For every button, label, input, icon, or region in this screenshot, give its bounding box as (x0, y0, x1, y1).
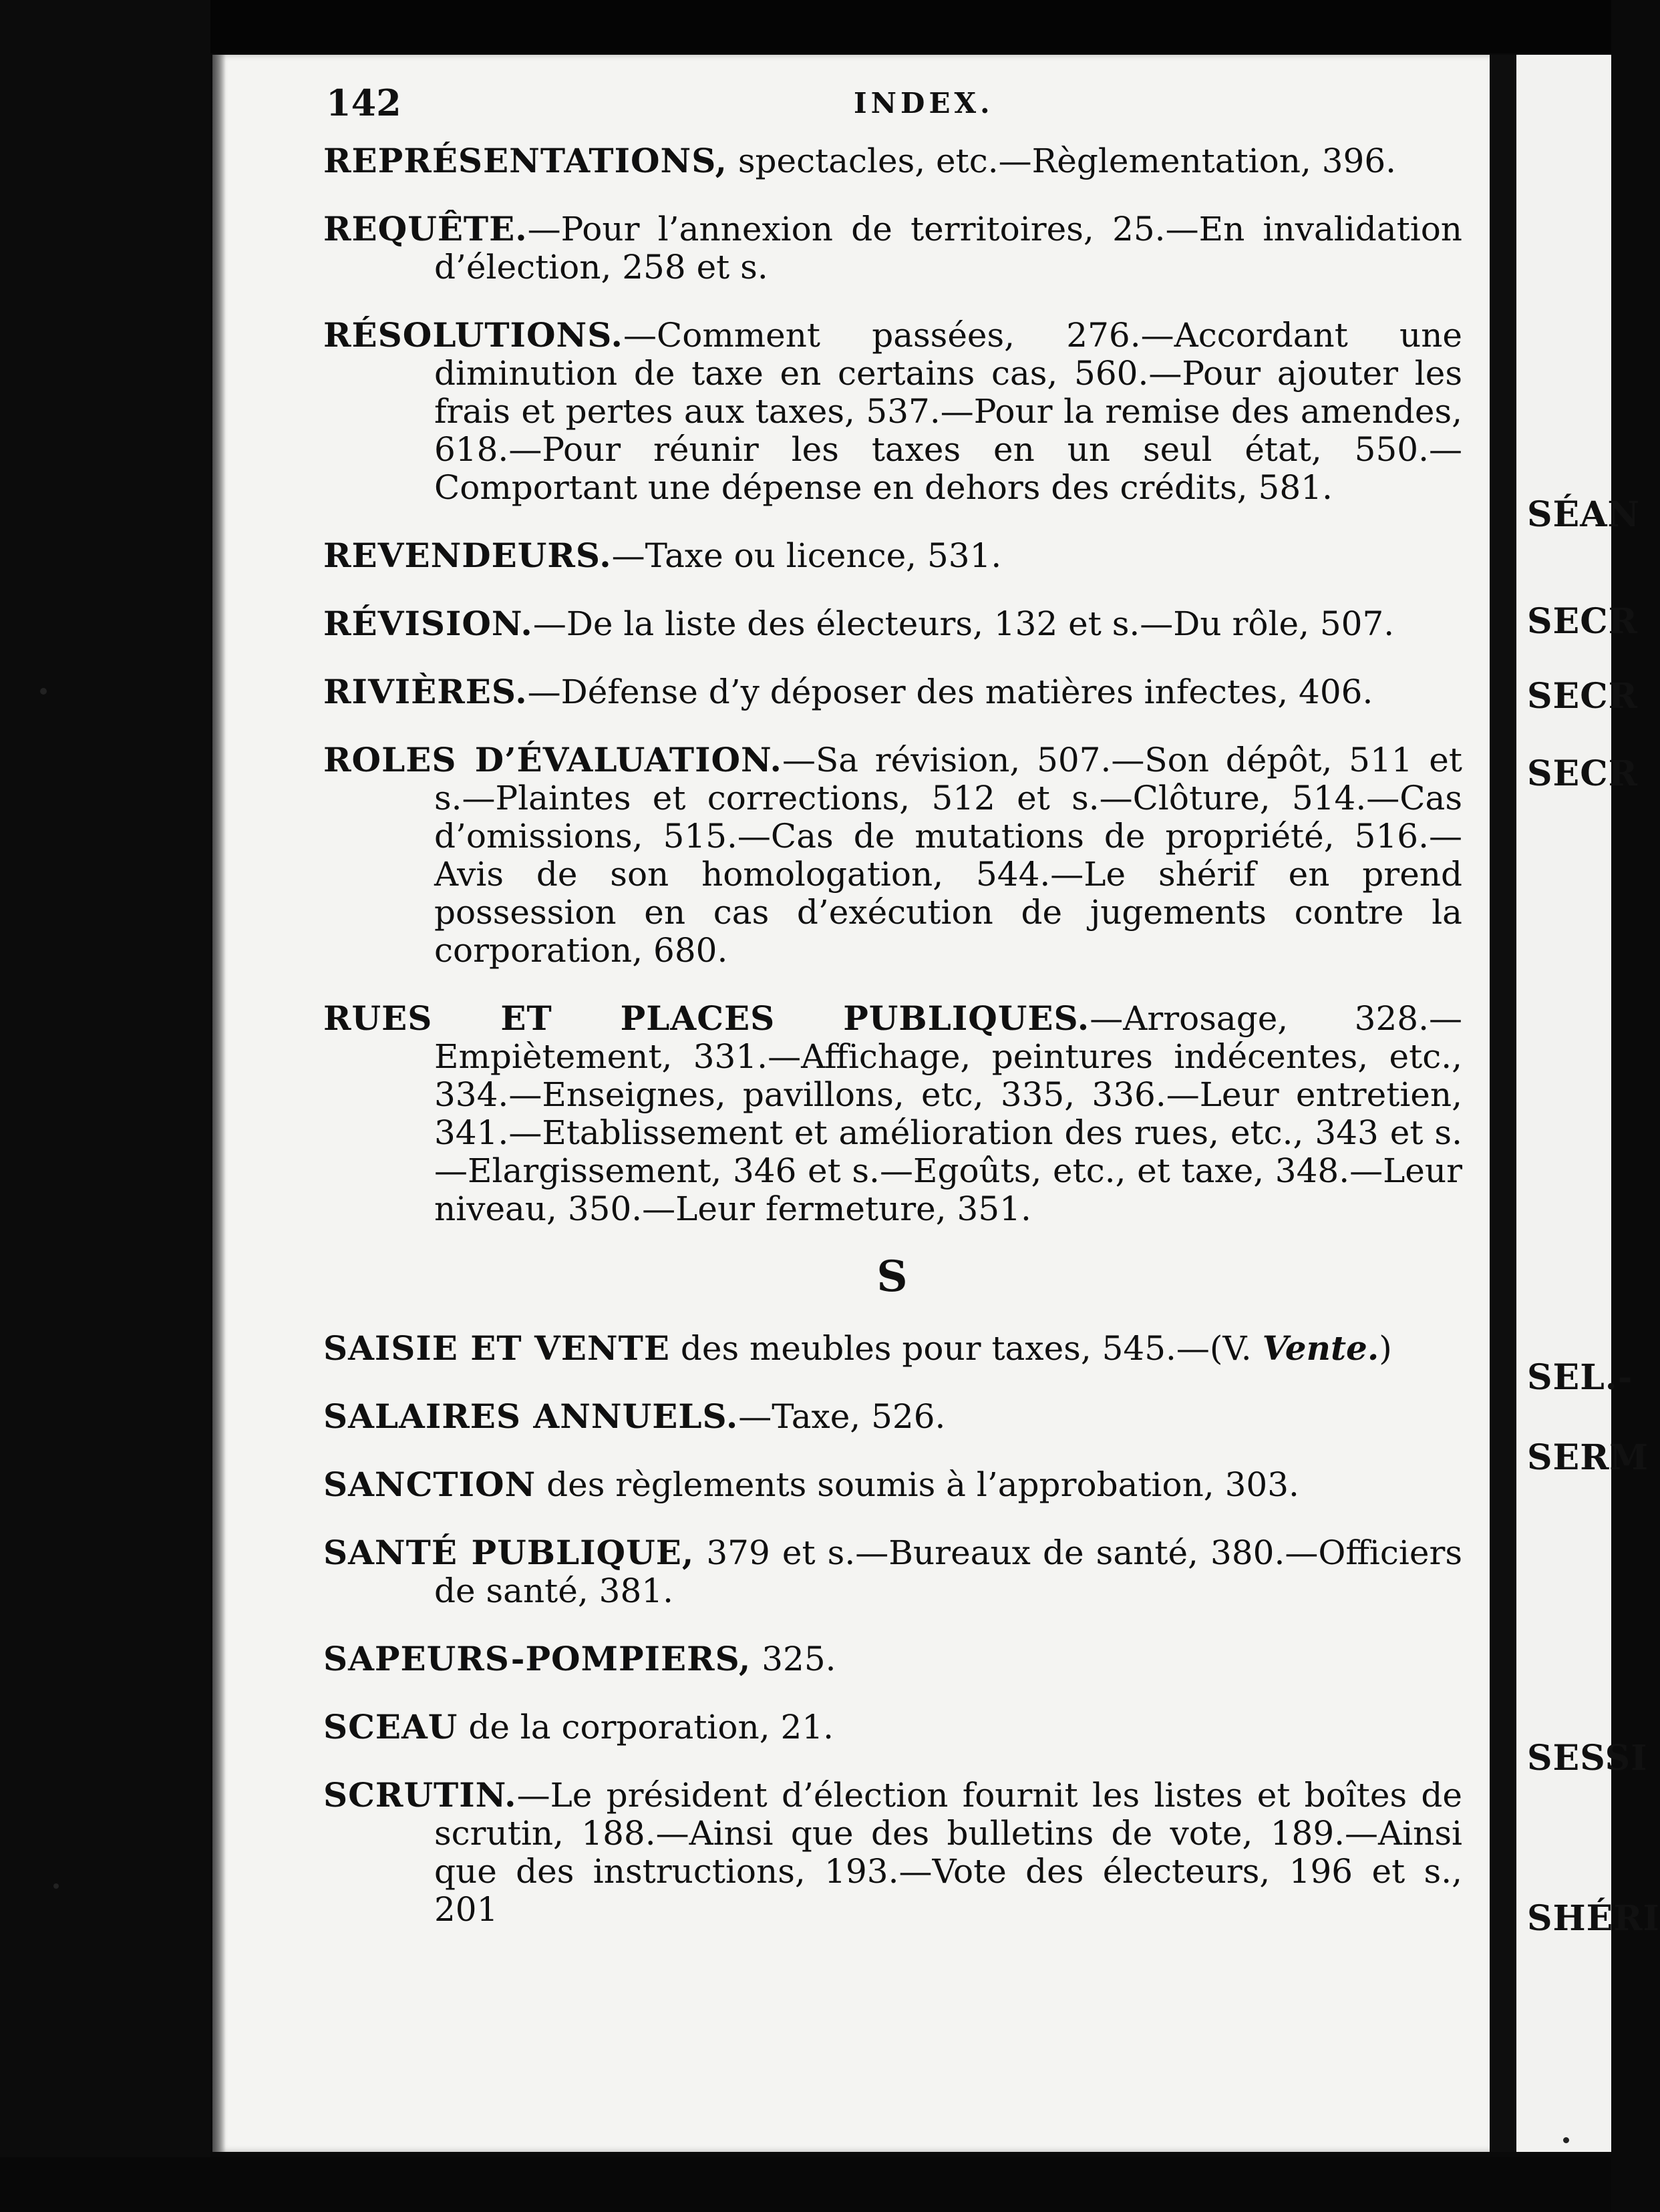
entry-text: —Taxe ou licence, 531. (611, 536, 1002, 575)
index-entry (323, 536, 1462, 575)
facing-page-word: SERM (1527, 1437, 1649, 1478)
index-entry (323, 1708, 1462, 1746)
facing-page-fragment (1516, 55, 1660, 2152)
entry-text: —Sa révision, 507.—Son dépôt, 511 et s.—Plaintes et corrections, 512 et s.—Clôture, 514.—Cas d’omissions, 515.—Cas de mutations de propriété, 516.—Avis de son homologation, 544.—Le shérif en prend possession en cas d’exécution de jugements contre la corporation, 680. (434, 741, 1462, 970)
entry-headword: SALAIRES ANNUELS. (323, 1397, 739, 1436)
facing-page-word: SECR (1527, 676, 1638, 717)
entry-headword: REPRÉSENTATIONS, (323, 141, 727, 180)
entry-headword: RIVIÈRES. (323, 672, 528, 711)
entry-text: —Pour l’annexion de territoires, 25.—En invalidation d’élection, 258 et s. (434, 210, 1462, 287)
entry-headword: ROLES D’ÉVALUATION. (323, 740, 782, 779)
running-title: INDEX. (854, 87, 994, 120)
entry-text: —Comment passées, 276.—Accordant une diminution de taxe en certains cas, 560.—Pour ajouter les frais et pertes aux taxes, 537.—Pour la remise des amendes, 618.—Pour réunir les taxes en un seul état, 550.—Comportant une dépense en dehors des crédits, 581. (434, 316, 1462, 507)
facing-page-word: SESSI (1527, 1738, 1648, 1779)
section-letter: S (876, 1252, 909, 1302)
entry-text: spectacles, etc.—Règlementation, 396. (727, 142, 1397, 180)
facing-page-word: SECR (1527, 601, 1638, 642)
index-entry (323, 1465, 1462, 1504)
index-entry (323, 604, 1462, 643)
entry-headword: REQUÊTE. (323, 209, 528, 248)
index-body (323, 142, 1462, 1958)
entry-headword: SCEAU (323, 1707, 458, 1746)
entry-text: —Défense d’y déposer des matières infectes, 406. (527, 673, 1373, 711)
facing-page-word: SÉAN (1527, 494, 1641, 535)
entry-headword: REVENDEURS. (323, 536, 612, 575)
index-entry (323, 1397, 1462, 1436)
facing-page-word: SEL.- (1527, 1357, 1633, 1398)
index-entry (323, 316, 1462, 507)
page-shadow-edge (212, 55, 226, 2152)
page-number: 142 (326, 81, 401, 124)
entry-text: —Le président d’élection fournit les listes et boîtes de scrutin, 188.—Ainsi que des bulletins de vote, 189.—Ainsi que des instructions, 193.—Vote des électeurs, 196 et s., 201 (434, 1776, 1462, 1929)
page-header (212, 69, 1490, 123)
entry-headword: SANCTION (323, 1465, 536, 1504)
entry-headword: RÉVISION. (323, 604, 533, 643)
entry-text: de la corporation, 21. (458, 1708, 834, 1746)
facing-page-word: SECR (1527, 753, 1638, 794)
index-entry (323, 142, 1462, 180)
entry-text: des meubles pour taxes, 545.—(V. (669, 1329, 1263, 1368)
index-entry (323, 1640, 1462, 1678)
index-entry (323, 1776, 1462, 1929)
entry-text: 379 et s.—Bureaux de santé, 380.—Officiers de santé, 381. (434, 1533, 1463, 1610)
index-entry (323, 1329, 1462, 1368)
scan-border-left (0, 0, 210, 2212)
entry-headword: SAISIE ET VENTE (323, 1328, 670, 1368)
entry-text: 325. (751, 1640, 836, 1678)
scan-border-bottom (0, 2157, 1611, 2212)
entry-text: —Arrosage, 328.—Empiètement, 331.—Affichage, peintures indécentes, etc., 334.—Enseignes, pavillons, etc, 335, 336.—Leur entretien, 341.—Etablissement et amélioration des rues, etc., 343 et s.—Elargissement, 346 et s.—Egoûts, etc., et taxe, 348.—Leur niveau, 350.—Leur fermeture, 351. (434, 999, 1462, 1228)
entry-headword: RÉSOLUTIONS. (323, 315, 623, 355)
entry-headword: RUES ET PLACES PUBLIQUES. (323, 998, 1090, 1038)
entry-text: —De la liste des électeurs, 132 et s.—Du rôle, 507. (532, 604, 1395, 643)
index-entry (323, 999, 1462, 1228)
dust-speck (40, 688, 47, 695)
facing-page-word: SHÉRI (1527, 1898, 1660, 1939)
index-entry (323, 673, 1462, 711)
dust-speck (1563, 2137, 1569, 2143)
entry-headword: SAPEURS-POMPIERS, (323, 1639, 752, 1678)
index-entry (323, 741, 1462, 970)
entry-italic: Vente. (1262, 1328, 1379, 1368)
entry-headword: SANTÉ PUBLIQUE, (323, 1533, 695, 1572)
book-gutter (1490, 55, 1516, 2152)
entry-headword: SCRUTIN. (323, 1775, 517, 1815)
index-page (212, 55, 1490, 2152)
scan-border-top (0, 0, 1611, 53)
entry-text: —Taxe, 526. (738, 1397, 946, 1436)
dust-speck (53, 1883, 59, 1889)
entry-tail: ) (1379, 1329, 1392, 1368)
entry-text: des règlements soumis à l’approbation, 303. (536, 1465, 1299, 1504)
index-entry (323, 1533, 1462, 1610)
index-entry (323, 210, 1462, 287)
